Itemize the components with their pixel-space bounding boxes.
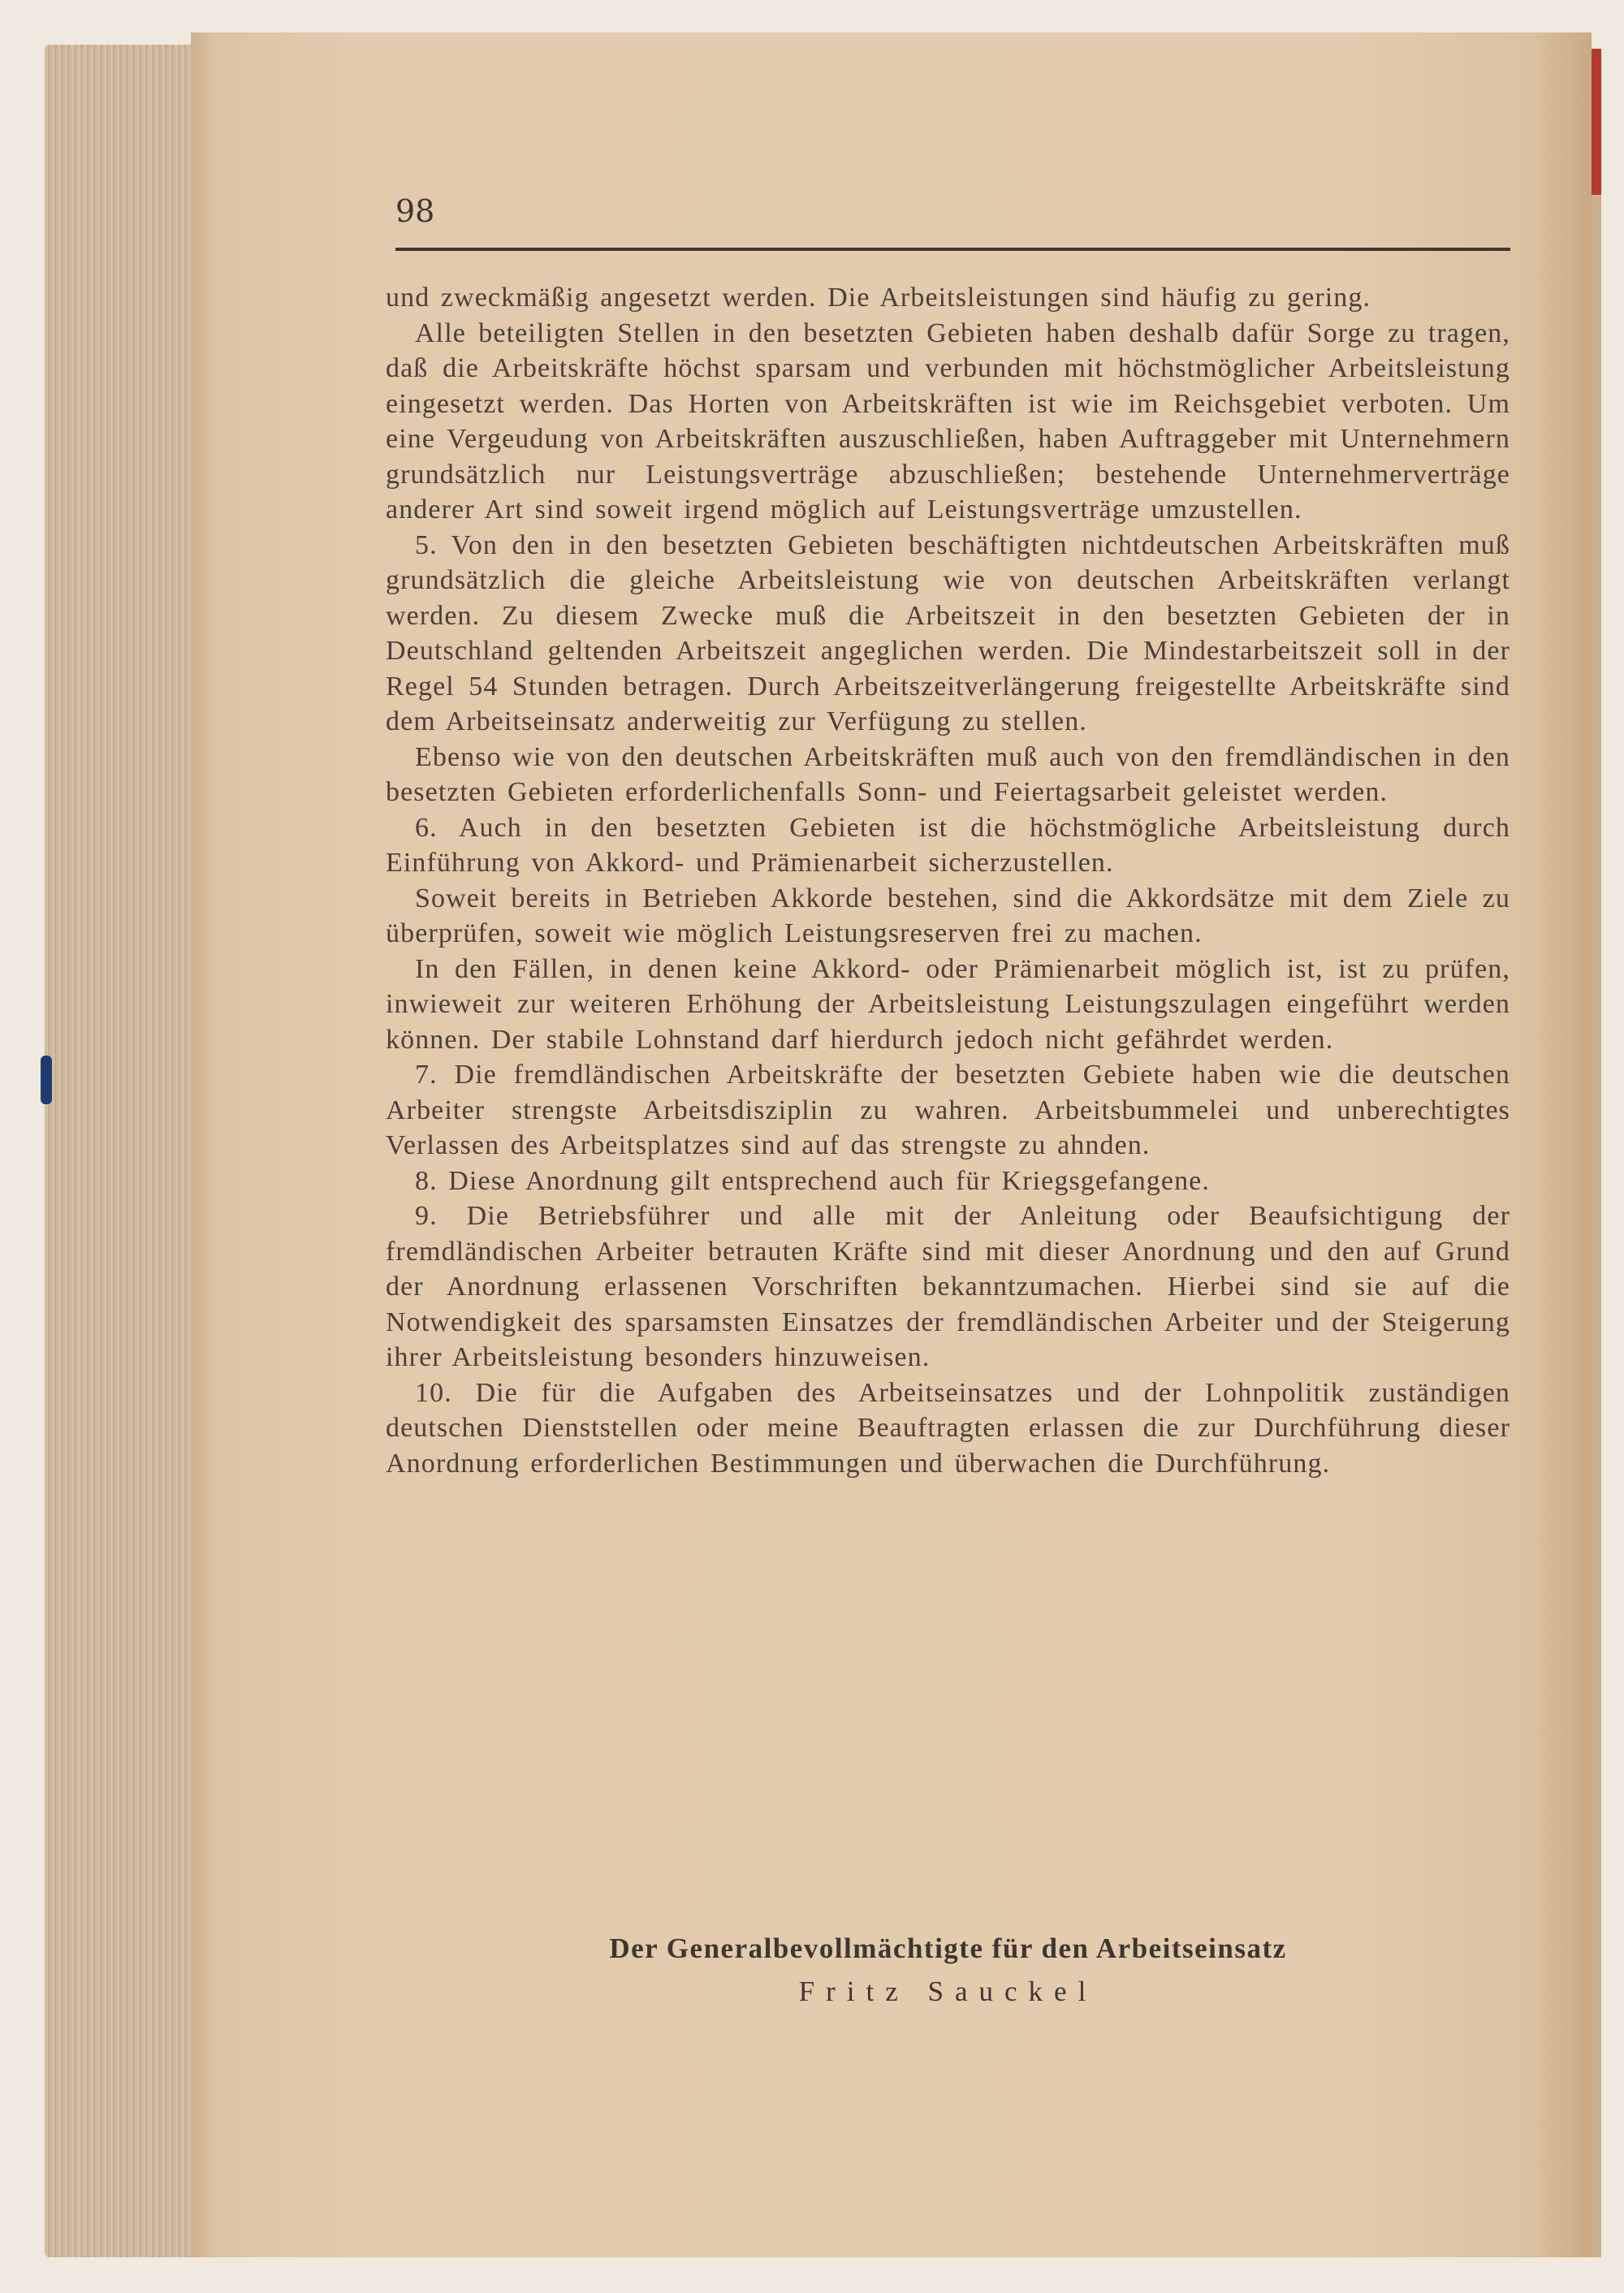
paragraph-section-5: 5. Von den in den besetzten Gebieten beschäftigten nichtdeutschen Arbeitskräften muß grundsätzlich die gleiche Arbeitsleistung wie von deutschen Arbeitskräften verlangt werden. Zu diesem Zwecke muß die Arbeitszeit in den besetzten Gebieten der in Deutschland geltenden Arbeitszeit angeglichen werden. Die Mindestarbeitszeit soll in der Regel 54 Stunden betragen. Durch Arbeitszeitverlängerung freigestellte Arbeitskräfte sind dem Arbeitseinsatz anderweitig zur Verfügung zu stellen. [386,529,1510,736]
paragraph: und zweckmäßig angesetzt werden. Die Arbeitsleistungen sind häufig zu gering. [386,283,1371,313]
signature-block [386,1928,1510,2014]
signature-title: Der Generalbevollmächtigte für den Arbeitseinsatz [609,1932,1287,1964]
paragraph-section-6: 6. Auch in den besetzten Gebieten ist die höchstmögliche Arbeitsleistung durch Einführung von Akkord- und Prämienarbeit sicherzustellen. [386,812,1510,878]
paragraph-section-7: 7. Die fremdländischen Arbeitskräfte der besetzten Gebiete haben wie die deutschen Arbeiter strengste Arbeitsdisziplin zu wahren. Arbeitsbummelei und unberechtigtes Verlassen des Arbeitsplatzes sind auf das strengste zu ahnden. [386,1060,1510,1160]
paragraph: In den Fällen, in denen keine Akkord- oder Prämienarbeit möglich ist, ist zu prüfen, inwieweit zur weiteren Erhöhung der Arbeitsleistung Leistungszulagen eingeführt werden können. Der stabile Lohnstand darf hierdurch jedoch nicht gefährdet werden. [386,953,1510,1055]
signature-name: Fritz Sauckel [798,1976,1098,2007]
right-edge-strip [1592,195,1601,2257]
paragraph: Ebenso wie von den deutschen Arbeitskräften muß auch von den fremdländischen in den besetzten Gebieten erforderlichenfalls Sonn- und Feiertagsarbeit geleistet werden. [386,741,1510,807]
paragraph: Alle beteiligten Stellen in den besetzten Gebieten haben deshalb dafür Sorge zu tragen, daß die Arbeitskräfte höchst sparsam und verbunden mit höchstmöglicher Arbeitsleistung eingesetzt werden. Das Horten von Arbeitskräften ist wie im Reichsgebiet verboten. Um eine Vergeudung von Arbeitskräften auszuschließen, haben Auftraggeber mit Unternehmern grundsätzlich nur Leistungsverträge abzuschließen; bestehende Unternehmerverträge anderer Art sind soweit irgend möglich auf Leistungsverträge umzustellen. [386,317,1510,525]
page-number: 98 [395,193,435,229]
book-page-edges [45,45,199,2257]
paragraph: Soweit bereits in Betrieben Akkorde bestehen, sind die Akkordsätze mit dem Ziele zu überprüfen, soweit wie möglich Leistungsreserven frei zu machen. [386,883,1510,948]
paragraph-section-8: 8. Diese Anordnung gilt entsprechend auch für Kriegsgefangene. [415,1165,1210,1196]
header-rule [395,248,1510,251]
right-edge-tab [1592,49,1601,195]
body-text [386,280,1510,1481]
paragraph-section-10: 10. Die für die Aufgaben des Arbeitseinsatzes und der Lohnpolitik zuständigen deutschen Dienststellen oder meine Beauftragten erlassen die zur Durchführung dieser Anordnung erforderlichen Bestimmungen und überwachen die Durchführung. [386,1377,1510,1479]
paragraph-section-9: 9. Die Betriebsführer und alle mit der Anleitung oder Beaufsichtigung der fremdländischen Arbeiter betrauten Kräfte sind mit dieser Anordnung und den auf Grund der Anordnung erlassenen Vorschriften bekanntzumachen. Hierbei sind sie auf die Notwendigkeit des sparsamsten Einsatzes der fremdländischen Arbeiter und der Steigerung ihrer Arbeitsleistung besonders hinzuweisen. [386,1201,1510,1372]
binding-marker [41,1056,52,1104]
